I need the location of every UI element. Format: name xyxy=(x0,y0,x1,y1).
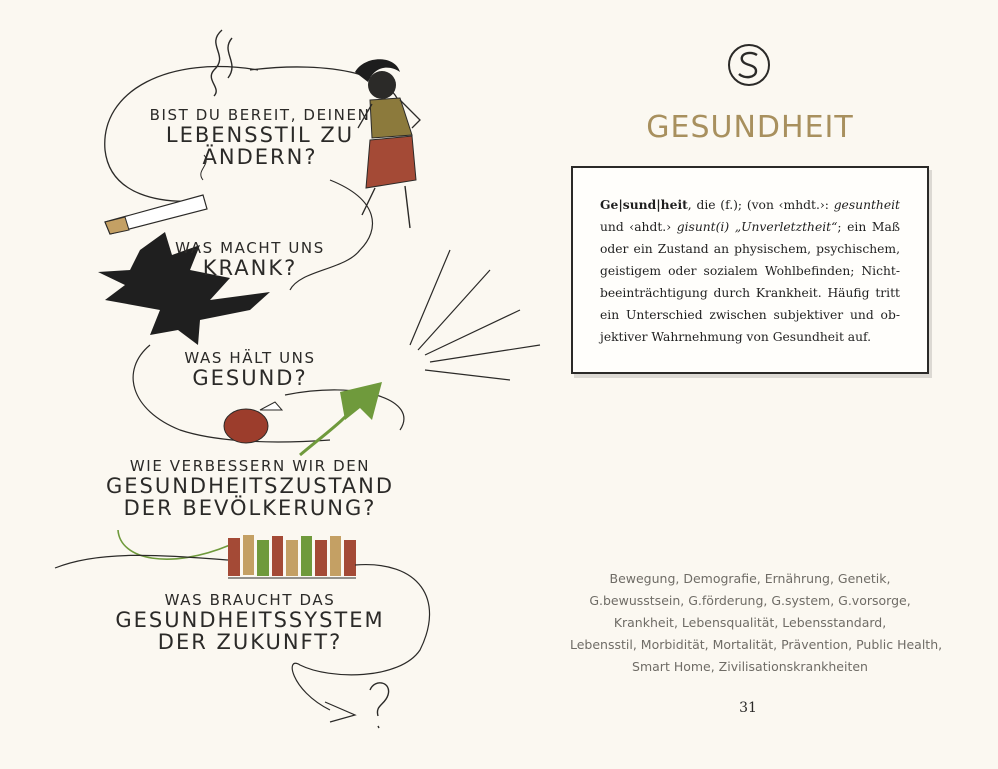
definition-box xyxy=(571,166,929,374)
page-title: GESUNDHEIT xyxy=(646,110,854,145)
definition-text xyxy=(600,194,900,348)
question-lifestyle-line2: LEBENSSTIL ZU xyxy=(165,123,355,147)
question-future-line1: WAS BRAUCHT DAS xyxy=(164,591,336,609)
definition-headword: Ge|sund|heit xyxy=(600,197,688,212)
crowd-icon xyxy=(228,535,356,578)
keyword-line: Krankheit, Lebensqualität, Lebensstandard, xyxy=(613,615,887,630)
question-healthy-line2: GESUND? xyxy=(192,366,308,390)
question-mark-icon xyxy=(370,683,389,728)
question-future-system xyxy=(90,592,410,653)
curve-6 xyxy=(55,555,228,568)
keyword-line: Lebensstil, Morbidität, Mortalität, Prävention, Public Health, xyxy=(570,637,943,652)
question-sick xyxy=(150,240,350,279)
page-number: 31 xyxy=(739,700,757,716)
apple-icon xyxy=(224,402,282,443)
question-lifestyle-line1: BIST DU BEREIT, DEINEN xyxy=(149,106,371,124)
keyword-line: Bewegung, Demografie, Ernährung, Genetik, xyxy=(609,571,891,586)
question-healthy-line1: WAS HÄLT UNS xyxy=(184,349,316,367)
question-lifestyle xyxy=(130,107,390,168)
question-sick-line1: WAS MACHT UNS xyxy=(175,239,325,257)
keyword-line: G.bewusstsein, G.förderung, G.system, G.vorsorge, xyxy=(589,593,911,608)
green-arrow-icon xyxy=(300,382,382,455)
definition-part2: und ‹ahdt.› xyxy=(600,220,677,234)
question-population xyxy=(80,458,420,519)
radiating-lines xyxy=(410,250,540,380)
question-sick-line2: KRANK? xyxy=(202,256,298,280)
question-population-line1: WIE VERBESSERN WIR DEN xyxy=(129,457,371,475)
s-logo-icon xyxy=(727,43,771,87)
definition-part1: , die (f.); (von ‹mhdt.›: xyxy=(687,198,834,212)
question-healthy xyxy=(150,350,350,389)
keyword-list xyxy=(570,568,943,678)
question-future-line2: GESUNDHEITSSYSTEM xyxy=(115,608,385,632)
question-population-line3: DER BEVÖLKERUNG? xyxy=(123,496,377,520)
definition-part3: ; ein Maß oder ein Zustand an physischem, psychischem, geistigem oder sozialem Wohlbefinden; Nicht-beeinträchtigung durch Krankheit. Häufig tritt ein Unterschied zwischen subjektiver und ob-jektiver Wahrnehmung von Gesundheit auf. xyxy=(600,220,900,344)
question-population-line2: GESUNDHEITSZUSTAND xyxy=(105,474,395,498)
question-future-line3: DER ZUKUNFT? xyxy=(157,630,343,654)
smoke-lines xyxy=(211,30,232,96)
arrow-head xyxy=(325,702,355,722)
definition-italic1: gesuntheit xyxy=(833,198,900,212)
keyword-line: Smart Home, Zivilisationskrankheiten xyxy=(632,659,868,674)
definition-italic2: gisunt(i) „Unverletztheit“ xyxy=(676,220,838,234)
question-lifestyle-line3: ÄNDERN? xyxy=(202,145,318,169)
